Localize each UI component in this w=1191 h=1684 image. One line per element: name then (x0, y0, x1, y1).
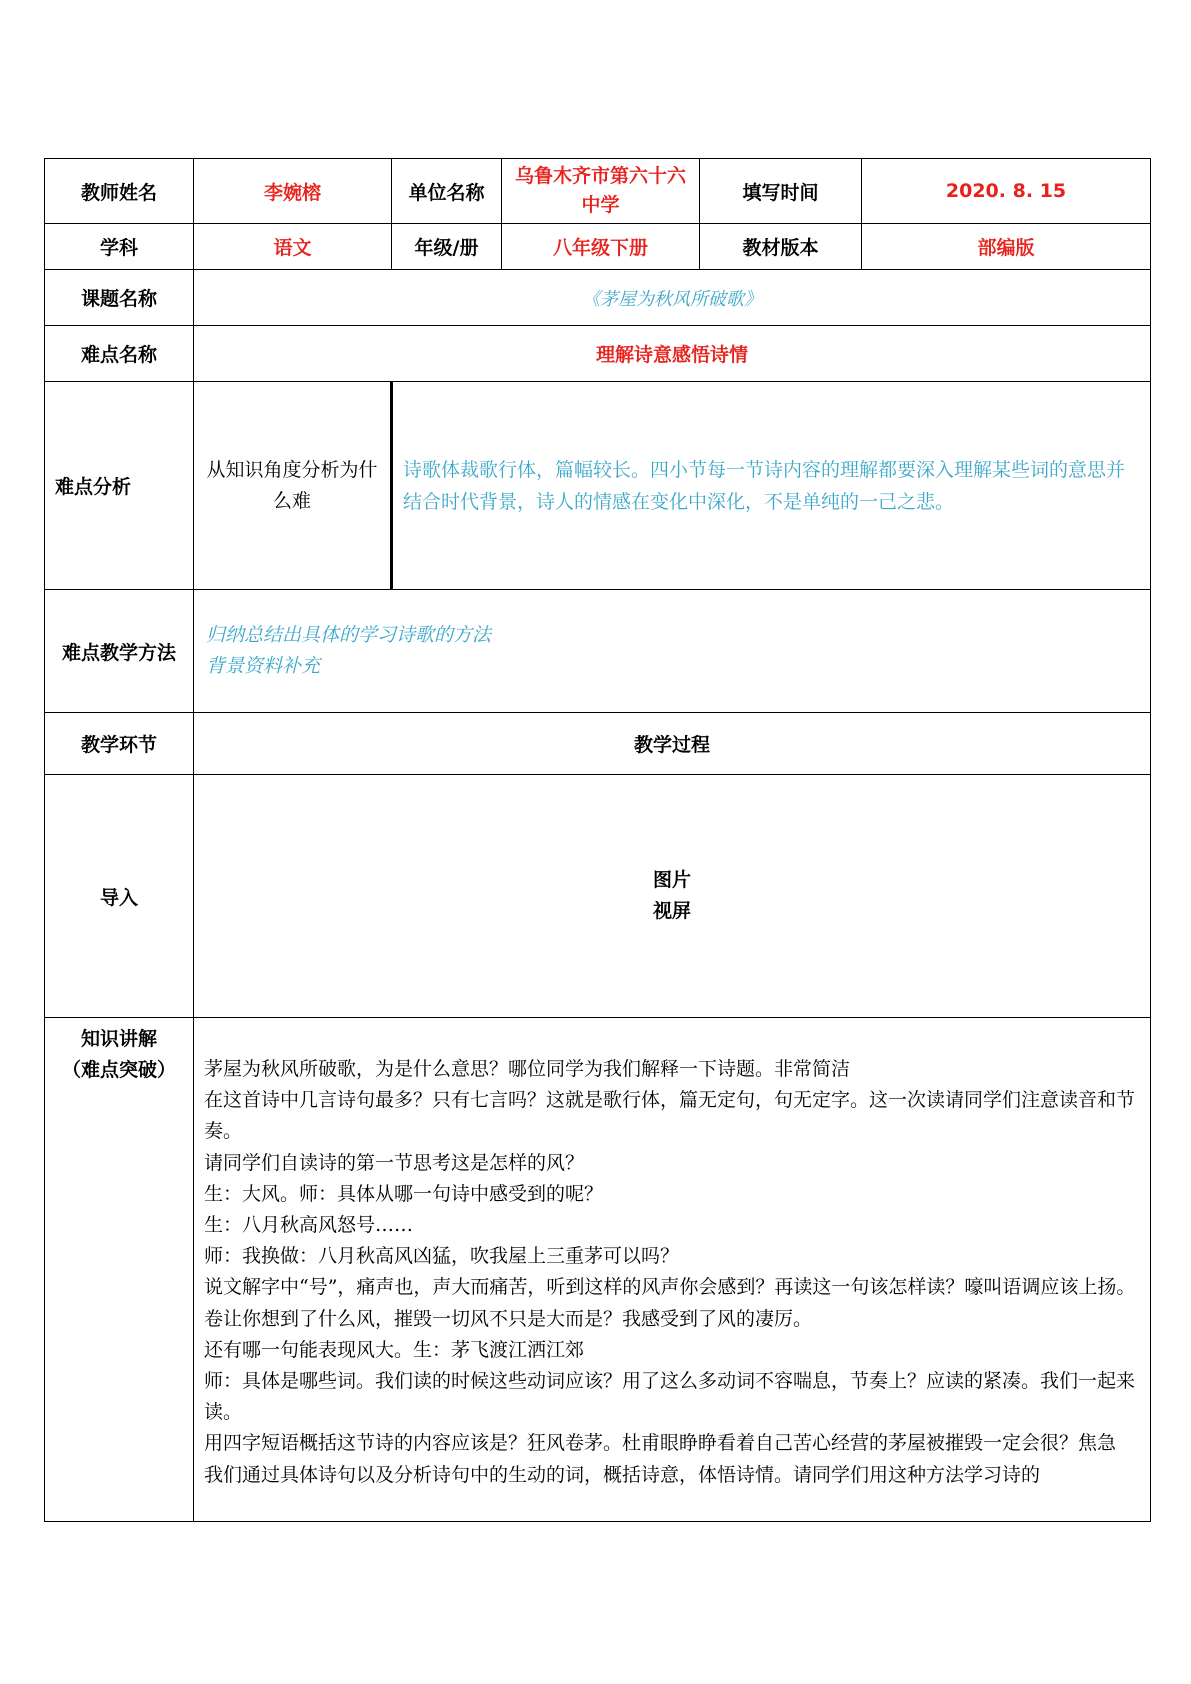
edition-label: 教材版本 (700, 224, 862, 270)
knowledge-paragraph: 师：具体是哪些词。我们读的时候这些动词应该？用了这么多动词不容喘息，节奏上？应读的紧凑。我们一起来读。 (204, 1370, 1136, 1424)
process-step-label: 教学环节 (45, 713, 194, 775)
analysis-text-cell (392, 382, 1151, 590)
intro-cell (194, 775, 1151, 1018)
edition-value: 部编版 (862, 224, 1151, 270)
process-title: 教学过程 (194, 713, 1151, 775)
unit-name-text: 乌鲁木齐市第六十六中学 (514, 165, 686, 216)
intro-row (45, 775, 1151, 1018)
knowledge-paragraph: 说文解字中“号”，痛声也，声大而痛苦，听到这样的风声你会感到？再读这一句该怎样读？嚎叫语调应该上扬。卷让你想到了什么风，摧毁一切风不只是大而是？我感受到了风的凄厉。 (204, 1276, 1136, 1330)
info-row-1 (45, 159, 1151, 224)
analysis-sub-cell (194, 382, 392, 590)
analysis-label: 难点分析 (45, 382, 194, 590)
knowledge-text (204, 1054, 1140, 1491)
grade-value: 八年级下册 (502, 224, 700, 270)
process-header-row (45, 713, 1151, 775)
method-line-2: 背景资料补充 (206, 655, 321, 677)
knowledge-label-cell (45, 1018, 194, 1522)
topic-row (45, 270, 1151, 326)
knowledge-paragraph: 茅屋为秋风所破歌，为是什么意思？哪位同学为我们解释一下诗题。非常简洁 (204, 1058, 851, 1080)
knowledge-paragraph: 生：八月秋高风怒号…… (204, 1214, 414, 1237)
method-label: 难点教学方法 (45, 590, 194, 713)
method-row (45, 590, 1151, 713)
knowledge-content-cell (194, 1018, 1151, 1522)
knowledge-row (45, 1018, 1151, 1522)
subject-value: 语文 (194, 224, 392, 270)
intro-label: 导入 (45, 775, 194, 1018)
method-cell (194, 590, 1151, 713)
knowledge-label-1: 知识讲解 (80, 1028, 157, 1050)
knowledge-paragraph: 在这首诗中几言诗句最多？只有七言吗？这就是歌行体，篇无定句，句无定字。这一次读请同学们注意读音和节奏。 (204, 1089, 1136, 1143)
difficulty-value: 理解诗意感悟诗情 (194, 326, 1151, 382)
grade-label: 年级/册 (392, 224, 502, 270)
unit-name-label: 单位名称 (392, 159, 502, 224)
analysis-sub-label: 从知识角度分析为什么难 (206, 458, 378, 512)
knowledge-paragraph: 还有哪一句能表现风大。生：茅飞渡江洒江郊 (204, 1338, 585, 1361)
knowledge-paragraph: 用四字短语概括这节诗的内容应该是？狂风卷茅。杜甫眼睁睁看着自己苦心经营的茅屋被摧毁一定会很？焦急 (204, 1432, 1117, 1455)
knowledge-paragraph: 师：我换做：八月秋高风凶猛，吹我屋上三重茅可以吗？ (204, 1245, 680, 1268)
knowledge-paragraph: 请同学们自读诗的第一节思考这是怎样的风？ (204, 1151, 585, 1174)
topic-label: 课题名称 (45, 270, 194, 326)
unit-name-value (502, 159, 700, 224)
difficulty-row (45, 326, 1151, 382)
subject-label: 学科 (45, 224, 194, 270)
knowledge-paragraph: 我们通过具体诗句以及分析诗句中的生动的词，概括诗意，体悟诗情。请同学们用这种方法学习诗的 (204, 1463, 1041, 1486)
lesson-plan-sheet (44, 158, 1150, 1522)
lesson-plan-table (44, 158, 1151, 1522)
analysis-row (45, 382, 1151, 590)
topic-value: 《茅屋为秋风所破歌》 (194, 270, 1151, 326)
info-row-2 (45, 224, 1151, 270)
difficulty-label: 难点名称 (45, 326, 194, 382)
fill-date-value: 2020. 8. 15 (862, 159, 1151, 224)
intro-line-1: 图片 (652, 869, 691, 891)
fill-date-label: 填写时间 (700, 159, 862, 224)
knowledge-label-2: （难点突破） (61, 1059, 176, 1081)
method-line-1: 归纳总结出具体的学习诗歌的方法 (206, 624, 492, 646)
teacher-name-value: 李婉榕 (194, 159, 392, 224)
intro-line-2: 视屏 (652, 900, 691, 922)
analysis-text: 诗歌体裁歌行体，篇幅较长。四小节每一节诗内容的理解都要深入理解某些词的意思并结合时代背景，诗人的情感在变化中深化，不是单纯的一己之悲。 (403, 458, 1126, 513)
knowledge-paragraph: 生：大风。师：具体从哪一句诗中感受到的呢？ (204, 1182, 604, 1205)
teacher-name-label: 教师姓名 (45, 159, 194, 224)
